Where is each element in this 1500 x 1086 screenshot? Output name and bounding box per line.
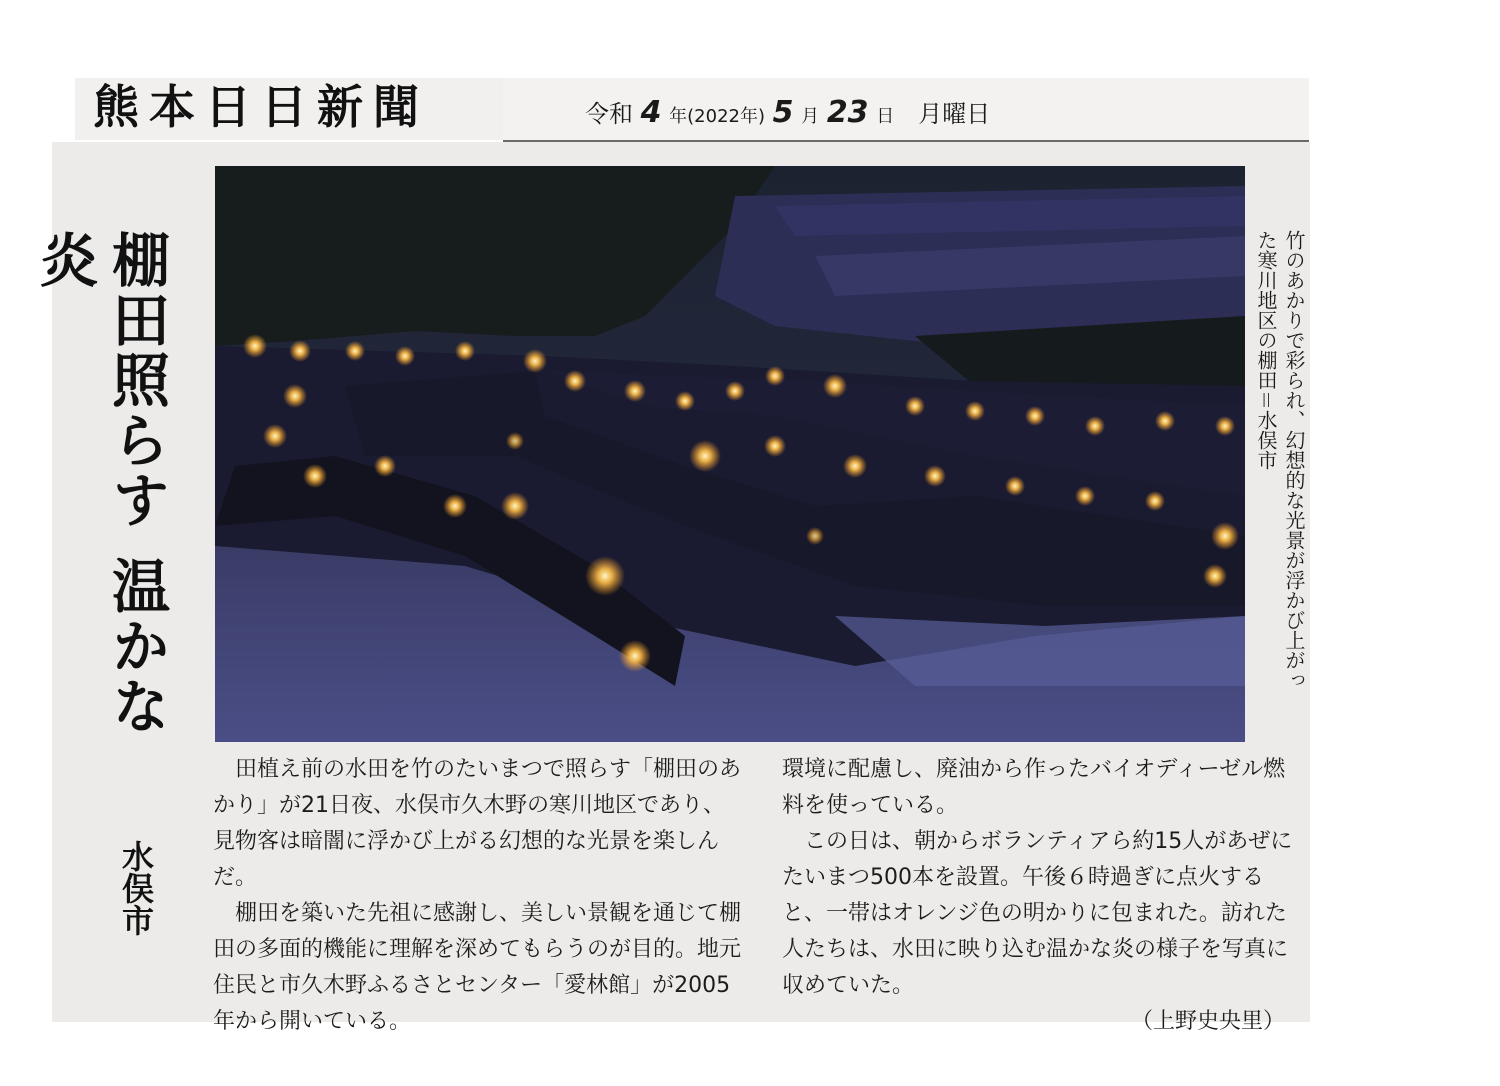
article-paragraph: 棚田を築いた先祖に感謝し、美しい景観を通じて棚田の多面的機能に理解を深めてもらうのが目的。地元住民と市久木野ふるさとセンター「愛林館」が2005年から開いている。 xyxy=(213,901,742,1034)
article-paragraph: この日は、朝からボランティアら約15人があぜにたいまつ500本を設置。午後６時過ぎに点火すると、一帯はオレンジ色の明かりに包まれた。訪れた人たちは、水田に映り込む温かな炎の様子を写真に収めていた。 xyxy=(782,829,1293,998)
article-paragraph: 環境に配慮し、廃油から作ったバイオディーゼル燃料を使っている。 xyxy=(782,757,1286,818)
article-paragraph: 田植え前の水田を竹のたいまつで照らす「棚田のあかり」が21日夜、水俣市久木野の寒川地区であり、見物客は暗闇に浮かび上がる幻想的な光景を楽しんだ。 xyxy=(213,757,742,890)
article-column-2 xyxy=(782,752,1297,1040)
publication-date xyxy=(585,94,990,130)
date-day-label: 日 xyxy=(876,106,895,127)
date-day: 23 xyxy=(826,95,869,130)
date-month-label: 月 xyxy=(801,106,820,127)
date-weekday: 月曜日 xyxy=(918,100,991,128)
date-western-year: (2022年) xyxy=(687,106,766,127)
masthead xyxy=(75,78,503,140)
date-nen: 年 xyxy=(669,106,688,127)
location-label: 水俣市 xyxy=(117,840,155,936)
rice-terrace-night-photo xyxy=(215,166,1245,742)
headline-line1: 棚田照らす xyxy=(102,230,170,530)
headline-line2: 温かな炎 xyxy=(30,230,170,736)
headline xyxy=(30,230,172,790)
photo-caption: 竹のあかりで彩られ、幻想的な光景が浮かび上がった寒川地区の棚田＝水俣市 xyxy=(1254,230,1306,690)
dateline xyxy=(503,78,1309,142)
date-era-year: 4 xyxy=(640,95,662,130)
date-month: 5 xyxy=(772,95,794,130)
byline: （上野史央里） xyxy=(1130,1009,1285,1034)
article-column-1 xyxy=(213,752,743,1040)
newspaper-title: 熊本日日新聞 xyxy=(93,80,429,134)
date-era: 令和 xyxy=(585,100,633,128)
